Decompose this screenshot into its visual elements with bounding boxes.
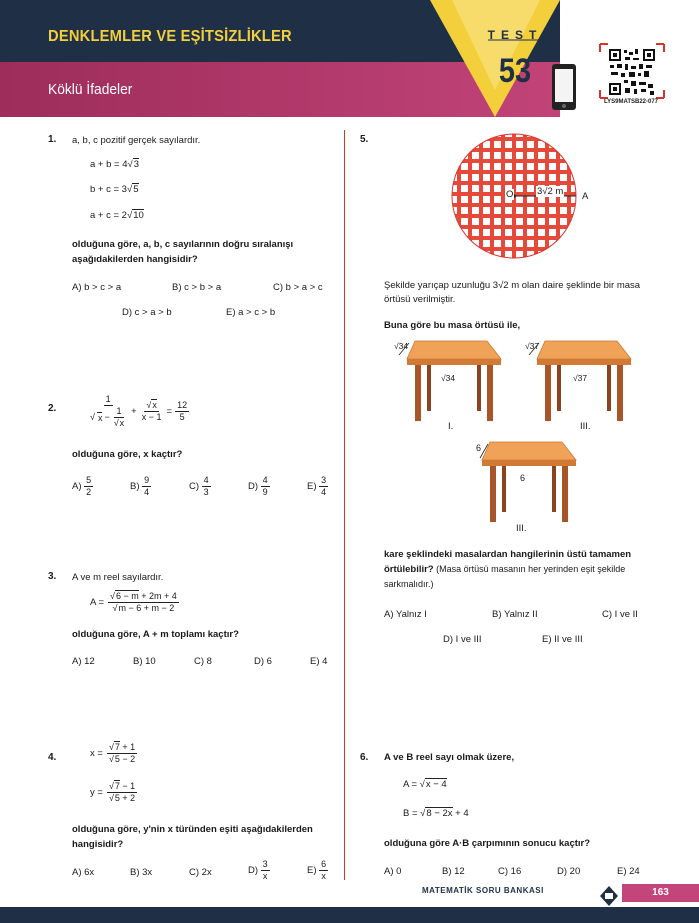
q1-eq2: b + c = 3√5 bbox=[90, 184, 139, 195]
q4-option-a[interactable]: A) 6x bbox=[72, 867, 95, 878]
q2-prompt: olduğuna göre, x kaçtır? bbox=[72, 449, 183, 460]
q4-prompt: olduğuna göre, y'nin x türünden eşiti aşağıdakilerden hangisidir? bbox=[72, 824, 313, 850]
q5-radius-label: 3√2 m bbox=[537, 186, 564, 197]
q5-option-e[interactable]: E) II ve III bbox=[542, 634, 583, 645]
q5-option-b[interactable]: B) Yalnız II bbox=[492, 609, 538, 620]
q1-option-c[interactable]: C) b > a > c bbox=[273, 282, 323, 293]
q5-option-a[interactable]: A) Yalnız I bbox=[384, 609, 427, 620]
q1-option-b[interactable]: B) c > b > a bbox=[172, 282, 222, 293]
q6-option-b[interactable]: B) 12 bbox=[442, 866, 465, 877]
q3-equation: A = $\frac{√6 - m + 2m + 4}{√m - 6 + m - 2}$ bbox=[90, 591, 177, 613]
chapter-title: DENKLEMLER VE EŞİTSİZLİKLER bbox=[48, 28, 292, 45]
table-2-front-label: √37 bbox=[573, 373, 588, 383]
q5-option-c[interactable]: C) I ve II bbox=[602, 609, 638, 620]
q3-option-c[interactable]: C) 8 bbox=[194, 656, 212, 667]
column-divider bbox=[344, 130, 345, 880]
q6-b-equation: B = √8 − 2x + 4 bbox=[403, 808, 469, 819]
q2-number: 2. bbox=[48, 403, 57, 414]
q5-option-d[interactable]: D) I ve III bbox=[443, 634, 482, 645]
q6-intro: A ve B reel sayı olmak üzere, bbox=[384, 752, 515, 763]
q6-prompt: olduğuna göre A·B çarpımının sonucu kaçtır? bbox=[384, 838, 591, 849]
q5-point-a-label: A bbox=[582, 191, 589, 202]
page-number: 163 bbox=[622, 884, 699, 902]
table-2-label: III. bbox=[580, 421, 591, 432]
table-1-label: I. bbox=[448, 421, 454, 432]
table-3-front-label: 6 bbox=[520, 473, 526, 483]
q4-option-e[interactable]: E) $\frac{6}{x}$ bbox=[307, 859, 327, 881]
q2-option-e[interactable]: E) $\frac{3}{4}$ bbox=[307, 475, 327, 497]
q3-option-b[interactable]: B) 10 bbox=[133, 656, 156, 667]
q2-option-b[interactable]: B) $\frac{9}{4}$ bbox=[130, 475, 150, 497]
table-1-front-label: √34 bbox=[441, 373, 456, 383]
q1-option-d[interactable]: D) c > a > b bbox=[122, 307, 172, 318]
q1-option-a[interactable]: A) b > c > a bbox=[72, 282, 122, 293]
table-3-side-label: 6 bbox=[476, 443, 482, 453]
table-2-side-label: √37 bbox=[525, 341, 540, 351]
q5-number: 5. bbox=[360, 134, 369, 145]
q1-intro: a, b, c pozitif gerçek sayılardır. bbox=[72, 135, 201, 146]
footer-brand: MATEMATİK SORU BANKASI bbox=[422, 886, 544, 895]
q2-option-a[interactable]: A) $\frac{5}{2}$ bbox=[72, 475, 92, 497]
q4-option-c[interactable]: C) 2x bbox=[189, 867, 212, 878]
q6-option-a[interactable]: A) 0 bbox=[384, 866, 402, 877]
q5-description: Şekilde yarıçap uzunluğu 3√2 m olan daire şeklinde bir masa örtüsü verilmiştir. bbox=[384, 280, 641, 305]
q6-option-e[interactable]: E) 24 bbox=[617, 866, 640, 877]
q6-option-c[interactable]: C) 16 bbox=[498, 866, 522, 877]
qr-code-label: LYS9MATSB22-077 bbox=[603, 99, 659, 105]
topic-title: Köklü İfadeler bbox=[48, 81, 133, 98]
qr-code-icon bbox=[598, 42, 666, 100]
table-3-label: III. bbox=[516, 523, 527, 534]
q5-circle-center-label: O bbox=[506, 189, 514, 200]
q1-number: 1. bbox=[48, 134, 57, 145]
q3-option-a[interactable]: A) 12 bbox=[72, 656, 95, 667]
q6-option-d[interactable]: D) 20 bbox=[557, 866, 581, 877]
q2-option-c[interactable]: C) $\frac{4}{3}$ bbox=[189, 475, 209, 497]
q3-intro: A ve m reel sayılardır. bbox=[72, 572, 164, 583]
test-number: 53 bbox=[498, 52, 532, 90]
footer-band bbox=[0, 907, 699, 923]
q1-eq1: a + b = 4√3 bbox=[90, 159, 140, 170]
q4-option-d[interactable]: D) $\frac{3}{x}$ bbox=[248, 859, 268, 881]
table-3-figure bbox=[470, 438, 582, 528]
q2-equation: 1 √ x − $\frac{1}{√x}$ + $\frac{√x}{x - 1}$ = $\frac{12}{5}$ bbox=[90, 394, 188, 428]
q5-prompt: Buna göre bu masa örtüsü ile, bbox=[384, 320, 521, 331]
table-1-side-label: √34 bbox=[394, 341, 409, 351]
q3-option-d[interactable]: D) 6 bbox=[254, 656, 272, 667]
q4-number: 4. bbox=[48, 752, 57, 763]
phone-icon bbox=[550, 62, 580, 112]
q1-prompt: olduğuna göre, a, b, c sayılarının doğru sıralanışı aşağıdakilerden hangisidir? bbox=[72, 239, 294, 265]
q3-number: 3. bbox=[48, 571, 57, 582]
q6-number: 6. bbox=[360, 752, 369, 763]
q4-option-b[interactable]: B) 3x bbox=[130, 867, 153, 878]
q2-option-d[interactable]: D) $\frac{4}{9}$ bbox=[248, 475, 268, 497]
book-logo-icon bbox=[596, 884, 622, 908]
q3-prompt: olduğuna göre, A + m toplamı kaçtır? bbox=[72, 629, 239, 640]
q4-y-equation: y = $\frac{√7 - 1}{√5 + 2}$ bbox=[90, 781, 136, 803]
q4-x-equation: x = $\frac{√7 + 1}{√5 - 2}$ bbox=[90, 742, 136, 764]
q3-option-e[interactable]: E) 4 bbox=[310, 656, 328, 667]
q6-a-equation: A = √x − 4 bbox=[403, 779, 447, 790]
q1-option-e[interactable]: E) a > c > b bbox=[226, 307, 276, 318]
q1-eq3: a + c = 2√10 bbox=[90, 210, 144, 221]
q5-question: kare şeklindeki masalardan hangilerinin üstü tamamen örtülebilir? (Masa örtüsü masanın her yerinden eşit şekilde sarkmalıdır.) bbox=[384, 549, 632, 589]
test-label: TEST bbox=[487, 28, 543, 42]
